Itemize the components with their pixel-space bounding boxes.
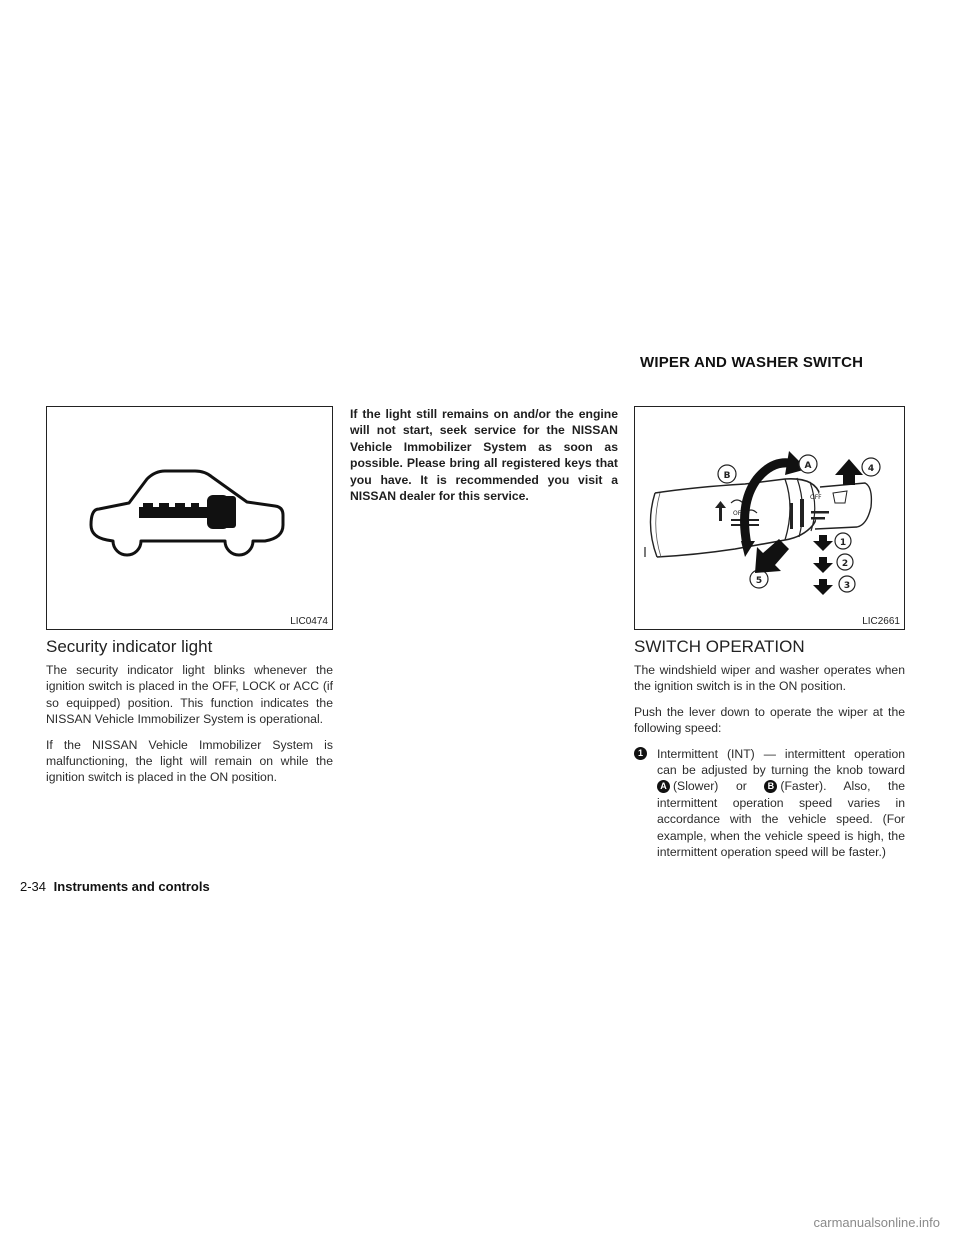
figure-code: LIC0474 (290, 616, 328, 627)
warning-text: If the light still remains on and/or the engine will not start, seek service for the NISSAN Vehicle Immobilizer System as soon as possible. Please bring all registered keys that you have. It is recommended you visit a NISSAN dealer for this service. (350, 407, 618, 504)
page-footer (20, 879, 210, 894)
lever-off-rear: OFF (810, 494, 822, 501)
section-title: WIPER AND WASHER SWITCH (640, 354, 864, 371)
letter-a-icon: A (657, 780, 670, 793)
label-4: 4 (867, 464, 875, 474)
figure-code: LIC2661 (862, 616, 900, 627)
number-1-icon: 1 (634, 747, 647, 760)
car-key-icon (47, 407, 334, 631)
switch-paragraph-1: The windshield wiper and washer operates when the ignition switch is in the ON position. (634, 663, 905, 694)
wiper-figure (634, 406, 905, 630)
chapter-title: Instruments and controls (53, 879, 210, 894)
wiper-lever-diagram (635, 407, 906, 631)
security-paragraph-2: If the NISSAN Vehicle Immobilizer System is malfunctioning, the light will remain on while the ignition switch is placed in the ON position. (46, 737, 333, 785)
list-item (634, 746, 905, 861)
label-1: 1 (839, 538, 847, 548)
arrow-down-icon (813, 579, 833, 595)
label-3: 3 (843, 581, 851, 591)
lever-off-front: OFF (733, 510, 745, 517)
switch-operation-heading: SWITCH OPERATION (634, 637, 805, 656)
arrow-down-icon (813, 535, 833, 551)
security-text (46, 662, 333, 795)
item1-text-2: (Slower) or (673, 779, 747, 794)
item1-text-1: Intermittent (INT) — intermittent operation can be adjusted by turning the knob toward (657, 746, 905, 778)
item1-text-3: (Faster). Also, the intermittent operation speed varies in accordance with the vehicle speed. (For example, when the vehicle speed is high, the intermittent operation speed will be faster.) (657, 779, 905, 860)
label-2: 2 (841, 559, 849, 569)
letter-b-icon: B (764, 780, 777, 793)
page-number: 2-34 (20, 879, 47, 894)
security-paragraph-1: The security indicator light blinks whenever the ignition switch is placed in the OFF, LOCK or ACC (if so equipped) position. This function indicates the NISSAN Vehicle Immobilizer System is operational. (46, 663, 333, 727)
switch-operation-text (634, 662, 905, 860)
security-heading: Security indicator light (46, 637, 213, 656)
security-figure (46, 406, 333, 630)
arrow-up-icon (835, 459, 863, 485)
label-5: 5 (755, 576, 763, 586)
arrow-down-icon (813, 557, 833, 573)
label-a: A (804, 461, 812, 471)
watermark: carmanualsonline.info (813, 1215, 940, 1230)
label-b: B (723, 471, 731, 481)
switch-paragraph-2: Push the lever down to operate the wiper at the following speed: (634, 704, 905, 736)
